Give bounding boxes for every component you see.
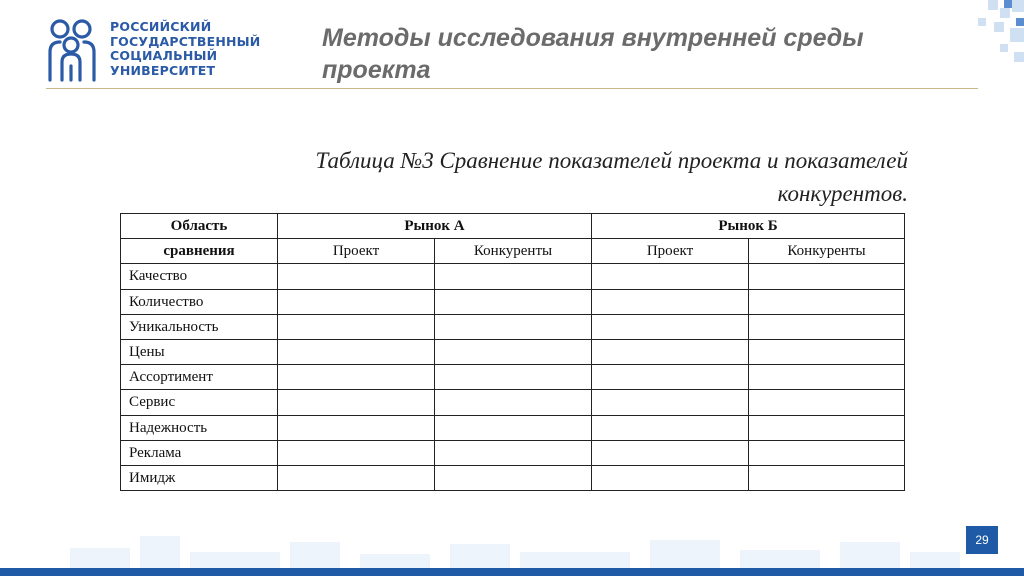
table-cell bbox=[592, 465, 749, 490]
table-row bbox=[121, 390, 905, 415]
table-cell bbox=[435, 289, 592, 314]
logo-line: УНИВЕРСИТЕТ bbox=[110, 62, 216, 78]
row-label: Сервис bbox=[121, 390, 278, 415]
subheader-cell: Конкуренты bbox=[435, 239, 592, 264]
row-label: Уникальность bbox=[121, 314, 278, 339]
table-cell bbox=[749, 264, 905, 289]
table-cell bbox=[592, 264, 749, 289]
table-cell bbox=[435, 415, 592, 440]
table-cell bbox=[749, 289, 905, 314]
table-cell bbox=[278, 264, 435, 289]
row-label: Надежность bbox=[121, 415, 278, 440]
logo-line: РОССИЙСКИЙ bbox=[110, 19, 212, 34]
decorative-pixels-icon bbox=[964, 0, 1024, 70]
logo-line: СОЦИАЛЬНЫЙ bbox=[110, 48, 218, 63]
table-cell bbox=[435, 314, 592, 339]
table-header-row bbox=[121, 214, 905, 239]
table-cell bbox=[278, 390, 435, 415]
table-cell bbox=[278, 365, 435, 390]
row-label: Качество bbox=[121, 264, 278, 289]
university-logo bbox=[46, 18, 266, 84]
table-cell bbox=[435, 390, 592, 415]
table-row bbox=[121, 440, 905, 465]
table-row bbox=[121, 365, 905, 390]
table-cell bbox=[435, 440, 592, 465]
table-row bbox=[121, 415, 905, 440]
table-cell bbox=[749, 440, 905, 465]
logo-wordmark bbox=[110, 20, 280, 78]
table-cell bbox=[749, 390, 905, 415]
market-a-header: Рынок А bbox=[278, 214, 592, 239]
table-row bbox=[121, 289, 905, 314]
area-header-2: сравнения bbox=[121, 239, 278, 264]
table-row bbox=[121, 314, 905, 339]
table-cell bbox=[278, 314, 435, 339]
area-header: Область bbox=[121, 214, 278, 239]
subheader-cell: Конкуренты bbox=[749, 239, 905, 264]
table-row bbox=[121, 465, 905, 490]
subheader-cell: Проект bbox=[592, 239, 749, 264]
decorative-footer-pixels-icon bbox=[60, 522, 980, 568]
comparison-table bbox=[120, 213, 905, 491]
table-subheader-row bbox=[121, 239, 905, 264]
subheader-cell: Проект bbox=[278, 239, 435, 264]
table-cell bbox=[592, 289, 749, 314]
table-cell bbox=[435, 465, 592, 490]
table-cell bbox=[749, 339, 905, 364]
table-cell bbox=[749, 415, 905, 440]
table-cell bbox=[592, 314, 749, 339]
table-cell bbox=[592, 440, 749, 465]
row-label: Ассортимент bbox=[121, 365, 278, 390]
table-row bbox=[121, 339, 905, 364]
table-cell bbox=[278, 289, 435, 314]
caption-line: конкурентов. bbox=[777, 181, 908, 206]
title-divider bbox=[46, 88, 978, 89]
logo-figures-icon bbox=[46, 18, 98, 84]
market-b-header: Рынок Б bbox=[592, 214, 905, 239]
caption-line: Таблица №3 Сравнение показателей проекта и показателей bbox=[315, 148, 908, 173]
table-cell bbox=[435, 264, 592, 289]
table-cell bbox=[278, 465, 435, 490]
table-cell bbox=[278, 339, 435, 364]
table-cell bbox=[749, 465, 905, 490]
table-cell bbox=[278, 415, 435, 440]
table-cell bbox=[592, 390, 749, 415]
logo-line: ГОСУДАРСТВЕННЫЙ bbox=[110, 33, 261, 49]
table-cell bbox=[749, 365, 905, 390]
row-label: Количество bbox=[121, 289, 278, 314]
page-number-badge: 29 bbox=[966, 526, 998, 554]
slide-title: Методы исследования внутренней среды проекта bbox=[322, 24, 864, 84]
row-label: Реклама bbox=[121, 440, 278, 465]
table-cell bbox=[435, 365, 592, 390]
table-cell bbox=[592, 365, 749, 390]
table-cell bbox=[592, 415, 749, 440]
table-row bbox=[121, 264, 905, 289]
table-cell bbox=[749, 314, 905, 339]
table-cell bbox=[278, 440, 435, 465]
table-cell bbox=[435, 339, 592, 364]
footer-bar bbox=[0, 568, 1024, 576]
row-label: Цены bbox=[121, 339, 278, 364]
table-caption bbox=[114, 144, 908, 210]
table-cell bbox=[592, 339, 749, 364]
row-label: Имидж bbox=[121, 465, 278, 490]
